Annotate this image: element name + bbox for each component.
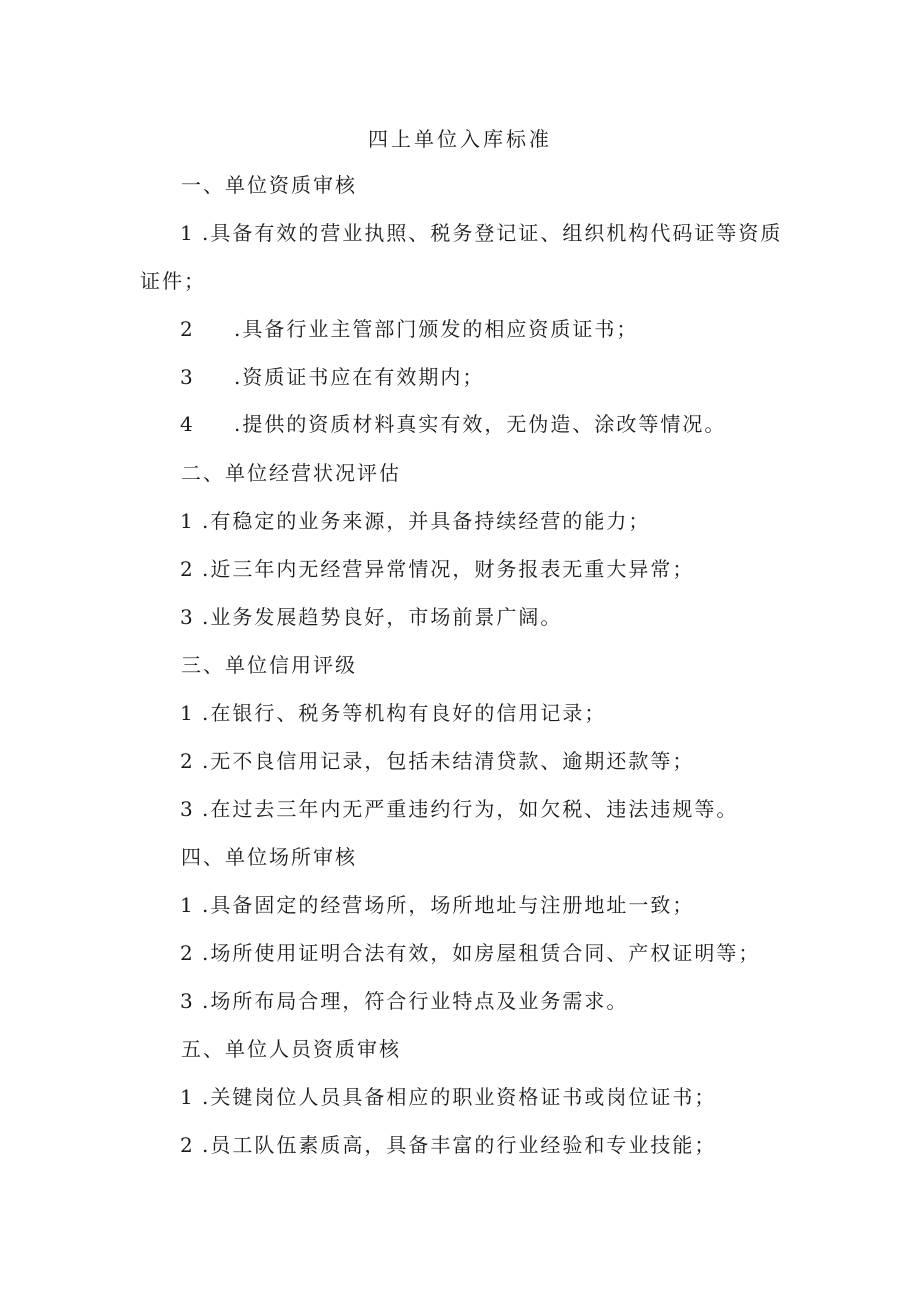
section-heading: 四、单位场所审核 (181, 845, 357, 869)
item-text: .有稳定的业务来源，并具备持续经营的能力； (202, 509, 651, 533)
list-item (180, 796, 738, 822)
list-item (180, 604, 562, 630)
list-item (180, 508, 650, 534)
list-item (180, 1084, 716, 1110)
list-item (180, 700, 606, 726)
item-text: .在过去三年内无严重违约行为，如欠税、违法违规等。 (202, 797, 739, 821)
document-title: 四上单位入库标准 (368, 127, 552, 151)
list-item (180, 220, 782, 246)
item-number: 2 (180, 941, 195, 965)
item-number: 2 (180, 317, 195, 341)
item-number: 2 (180, 749, 195, 773)
item-text: .业务发展趋势良好，市场前景广阔。 (202, 605, 563, 629)
item-number: 3 (180, 365, 195, 389)
list-item (180, 940, 760, 966)
item-text: .无不良信用记录，包括未结清贷款、逾期还款等； (202, 749, 695, 773)
section-heading: 二、单位经营状况评估 (181, 461, 401, 485)
item-number: 4 (180, 412, 195, 436)
item-number: 1 (180, 893, 195, 917)
item-text: .近三年内无经营异常情况，财务报表无重大异常； (202, 557, 695, 581)
item-number: 1 (180, 1085, 195, 1109)
item-text: .场所布局合理，符合行业特点及业务需求。 (202, 989, 629, 1013)
item-text: .提供的资质材料真实有效，无伪造、涂改等情况。 (234, 412, 727, 436)
item-number: 1 (180, 221, 195, 245)
section-heading: 一、单位资质审核 (181, 173, 357, 197)
item-text: .具备有效的营业执照、税务登记证、组织机构代码证等资质 (202, 221, 783, 245)
section-heading: 三、单位信用评级 (181, 653, 357, 677)
list-item (180, 556, 694, 582)
item-number: 3 (180, 989, 195, 1013)
section-heading: 五、单位人员资质审核 (181, 1037, 401, 1061)
list-item (180, 316, 638, 342)
item-text: .资质证书应在有效期内； (234, 365, 485, 389)
item-number: 3 (180, 605, 195, 629)
list-item (180, 1132, 716, 1158)
item-number: 1 (180, 701, 195, 725)
list-item (180, 892, 694, 918)
item-text: .具备行业主管部门颁发的相应资质证书； (234, 317, 639, 341)
item-number: 3 (180, 797, 195, 821)
item-number: 2 (180, 1133, 195, 1157)
list-item (180, 748, 694, 774)
list-item (180, 988, 628, 1014)
item-text: .场所使用证明合法有效，如房屋租赁合同、产权证明等； (202, 941, 761, 965)
list-item (180, 364, 484, 390)
item-text: .在银行、税务等机构有良好的信用记录； (202, 701, 607, 725)
item-text: .关键岗位人员具备相应的职业资格证书或岗位证书； (202, 1085, 717, 1109)
item-continuation: 证件； (140, 269, 206, 293)
item-number: 2 (180, 557, 195, 581)
list-item (180, 411, 726, 437)
item-text: .具备固定的经营场所，场所地址与注册地址一致； (202, 893, 695, 917)
item-number: 1 (180, 509, 195, 533)
item-text: .员工队伍素质高，具备丰富的行业经验和专业技能； (202, 1133, 717, 1157)
